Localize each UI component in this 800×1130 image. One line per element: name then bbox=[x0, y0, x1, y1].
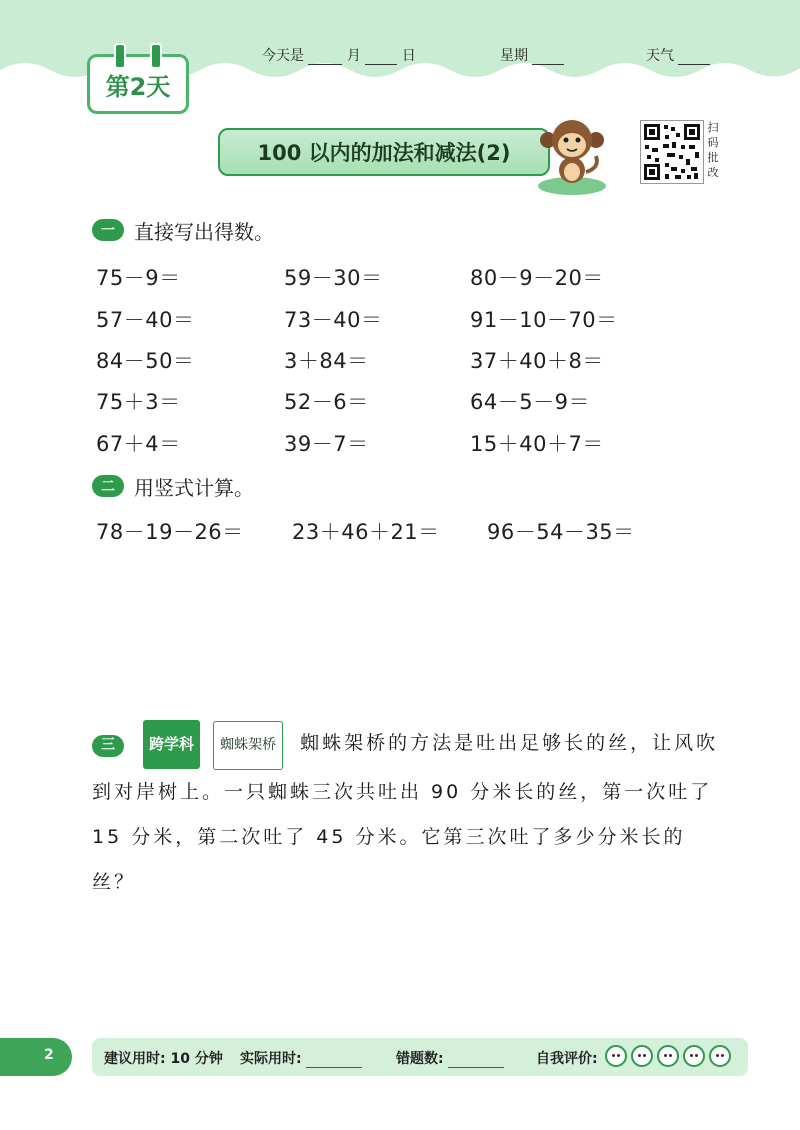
weekday-field bbox=[500, 45, 564, 65]
equation: 57－40＝ bbox=[96, 308, 195, 332]
equation: 84－50＝ bbox=[96, 349, 195, 373]
rating-face-icon[interactable] bbox=[631, 1045, 653, 1067]
subject-tag: 跨学科 bbox=[143, 720, 200, 769]
errors-blank[interactable] bbox=[448, 1055, 504, 1068]
weather-blank[interactable] bbox=[678, 50, 710, 65]
date-field bbox=[262, 45, 416, 65]
calendar-ring-icon bbox=[114, 43, 126, 69]
actual-time-field bbox=[240, 1048, 362, 1068]
weather-label: 天气 bbox=[646, 48, 674, 64]
month-label: 月 bbox=[346, 48, 361, 64]
lesson-title: 100 以内的加法和减法(2) bbox=[257, 141, 511, 165]
section-1-title: 直接写出得数。 bbox=[134, 219, 274, 244]
equation: 75－9＝ bbox=[96, 266, 181, 290]
vertical-calc-item: 96－54－35＝ bbox=[487, 520, 635, 544]
section-1-heading bbox=[92, 216, 274, 244]
monkey-mascot-icon bbox=[534, 112, 610, 196]
section-2-title: 用竖式计算。 bbox=[134, 475, 254, 500]
weekday-label: 星期 bbox=[500, 48, 528, 64]
self-eval-label: 自我评价: bbox=[536, 1051, 598, 1067]
equation: 59－30＝ bbox=[284, 266, 383, 290]
equation: 64－5－9＝ bbox=[470, 390, 590, 414]
qr-code-icon[interactable] bbox=[640, 120, 704, 184]
equation: 37＋40＋8＝ bbox=[470, 349, 604, 373]
rating-face-icon[interactable] bbox=[657, 1045, 679, 1067]
actual-time-label: 实际用时: bbox=[240, 1051, 302, 1067]
day-blank[interactable] bbox=[365, 50, 397, 65]
actual-time-blank[interactable] bbox=[306, 1055, 362, 1068]
vertical-calc-item: 78－19－26＝ bbox=[96, 520, 244, 544]
equation: 52－6＝ bbox=[284, 390, 369, 414]
section-3-number: 三 bbox=[92, 735, 124, 757]
errors-field bbox=[396, 1048, 504, 1068]
page-tab bbox=[0, 1038, 72, 1076]
rating-face-icon[interactable] bbox=[605, 1045, 627, 1067]
word-problem bbox=[92, 720, 728, 905]
weekday-blank[interactable] bbox=[532, 50, 564, 65]
page-number: 2 bbox=[44, 1047, 54, 1063]
topic-tag: 蜘蛛架桥 bbox=[213, 721, 283, 770]
rating-face-icon[interactable] bbox=[709, 1045, 731, 1067]
vertical-calc-item: 23＋46＋21＝ bbox=[292, 520, 440, 544]
day-unit-label: 日 bbox=[401, 48, 416, 64]
word-problem-text: 蜘蛛架桥的方法是吐出足够长的丝，让风吹到对岸树上。一只蜘蛛三次共吐出 90 分米长的丝，第一次吐了 15 分米，第二次吐了 45 分米。它第三次吐了多少分米长的丝？ bbox=[92, 732, 719, 893]
equation: 15＋40＋7＝ bbox=[470, 432, 604, 456]
rating-face-icon[interactable] bbox=[683, 1045, 705, 1067]
day-badge bbox=[87, 54, 189, 114]
qr-caption: 扫码批改 bbox=[707, 121, 719, 179]
equation: 91－10－70＝ bbox=[470, 308, 618, 332]
section-1-number: 一 bbox=[92, 219, 124, 241]
equation: 3＋84＝ bbox=[284, 349, 369, 373]
equation: 73－40＝ bbox=[284, 308, 383, 332]
today-label: 今天是 bbox=[262, 48, 304, 64]
equation: 39－7＝ bbox=[284, 432, 369, 456]
equation: 75＋3＝ bbox=[96, 390, 181, 414]
calendar-ring-icon bbox=[150, 43, 162, 69]
month-blank[interactable] bbox=[308, 50, 342, 65]
lesson-title-banner bbox=[218, 128, 550, 176]
day-label: 第2天 bbox=[105, 72, 171, 101]
weather-field bbox=[646, 45, 710, 65]
section-2-number: 二 bbox=[92, 475, 124, 497]
section-2-heading bbox=[92, 472, 254, 500]
errors-label: 错题数: bbox=[396, 1051, 444, 1067]
equation: 67＋4＝ bbox=[96, 432, 181, 456]
suggested-time: 建议用时: 10 分钟 bbox=[104, 1051, 223, 1067]
equation: 80－9－20＝ bbox=[470, 266, 604, 290]
